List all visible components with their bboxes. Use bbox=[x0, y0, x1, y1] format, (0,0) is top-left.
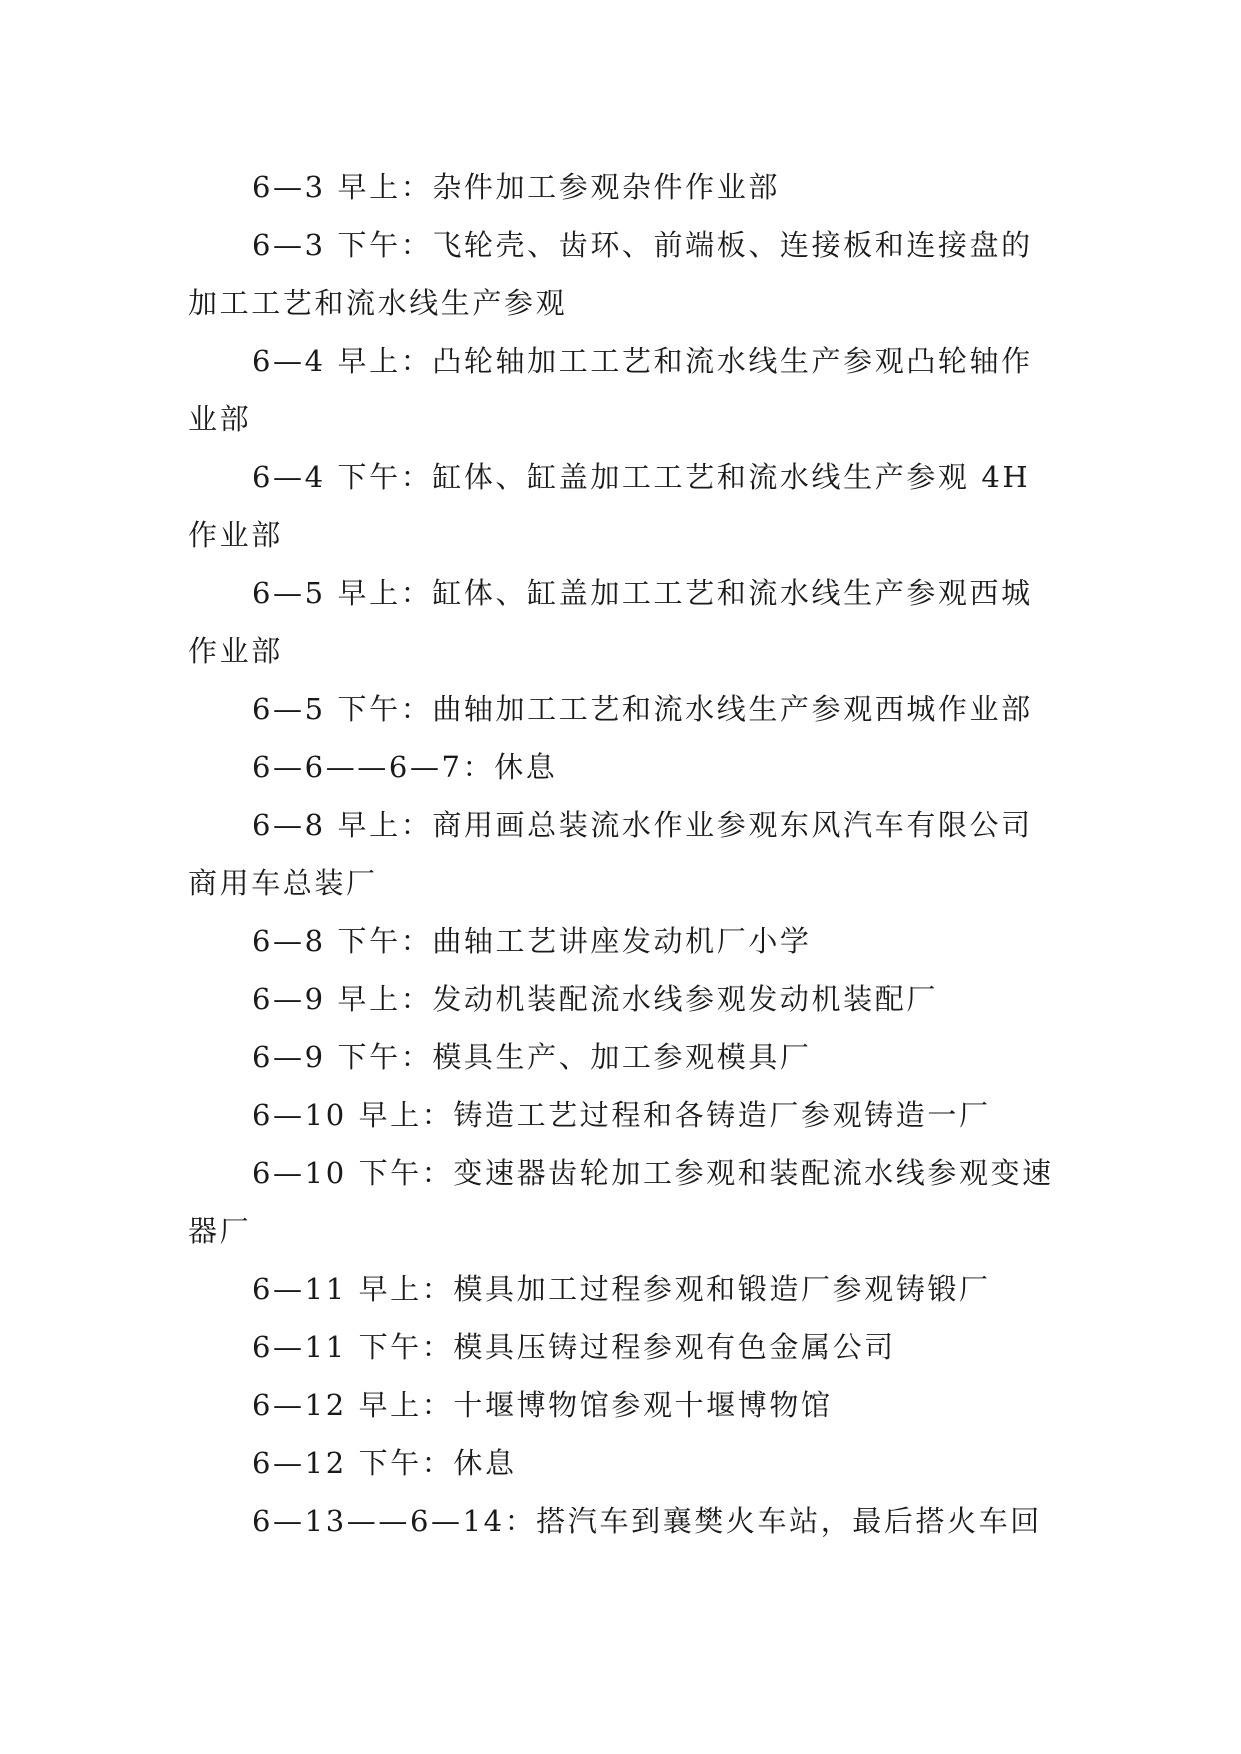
schedule-paragraph: 6—10 下午：变速器齿轮加工参观和装配流水线参观变速器厂 bbox=[188, 1156, 1054, 1248]
schedule-paragraph: 6—8 下午：曲轴工艺讲座发动机厂小学 bbox=[252, 924, 812, 958]
schedule-paragraph: 6—11 早上：模具加工过程参观和锻造厂参观铸锻厂 bbox=[252, 1272, 991, 1306]
schedule-paragraph: 6—9 早上：发动机装配流水线参观发动机装配厂 bbox=[252, 982, 938, 1016]
schedule-paragraph: 6—10 早上：铸造工艺过程和各铸造厂参观铸造一厂 bbox=[252, 1098, 991, 1132]
schedule-paragraph: 6—5 早上：缸体、缸盖加工工艺和流水线生产参观西城作业部 bbox=[188, 576, 1033, 668]
schedule-paragraph: 6—12 下午：休息 bbox=[252, 1446, 517, 1480]
schedule-paragraph: 6—5 下午：曲轴加工工艺和流水线生产参观西城作业部 bbox=[252, 692, 1033, 726]
schedule-paragraph: 6—4 早上：凸轮轴加工工艺和流水线生产参观凸轮轴作业部 bbox=[188, 344, 1033, 436]
schedule-paragraph: 6—9 下午：模具生产、加工参观模具厂 bbox=[252, 1040, 812, 1074]
schedule-paragraph: 6—11 下午：模具压铸过程参观有色金属公司 bbox=[252, 1330, 896, 1364]
schedule-paragraph: 6—3 早上：杂件加工参观杂件作业部 bbox=[252, 170, 780, 204]
schedule-paragraph: 6—3 下午：飞轮壳、齿环、前端板、连接板和连接盘的加工工艺和流水线生产参观 bbox=[188, 228, 1033, 320]
schedule-paragraph: 6—4 下午：缸体、缸盖加工工艺和流水线生产参观 4H 作业部 bbox=[188, 460, 1031, 552]
schedule-paragraph: 6—13——6—14：搭汽车到襄樊火车站，最后搭火车回 bbox=[252, 1504, 1042, 1538]
document-body bbox=[188, 158, 1054, 1550]
schedule-paragraph: 6—8 早上：商用画总装流水作业参观东风汽车有限公司商用车总装厂 bbox=[188, 808, 1033, 900]
schedule-paragraph: 6—6——6—7：休息 bbox=[252, 750, 558, 784]
schedule-paragraph: 6—12 早上：十堰博物馆参观十堰博物馆 bbox=[252, 1388, 833, 1422]
